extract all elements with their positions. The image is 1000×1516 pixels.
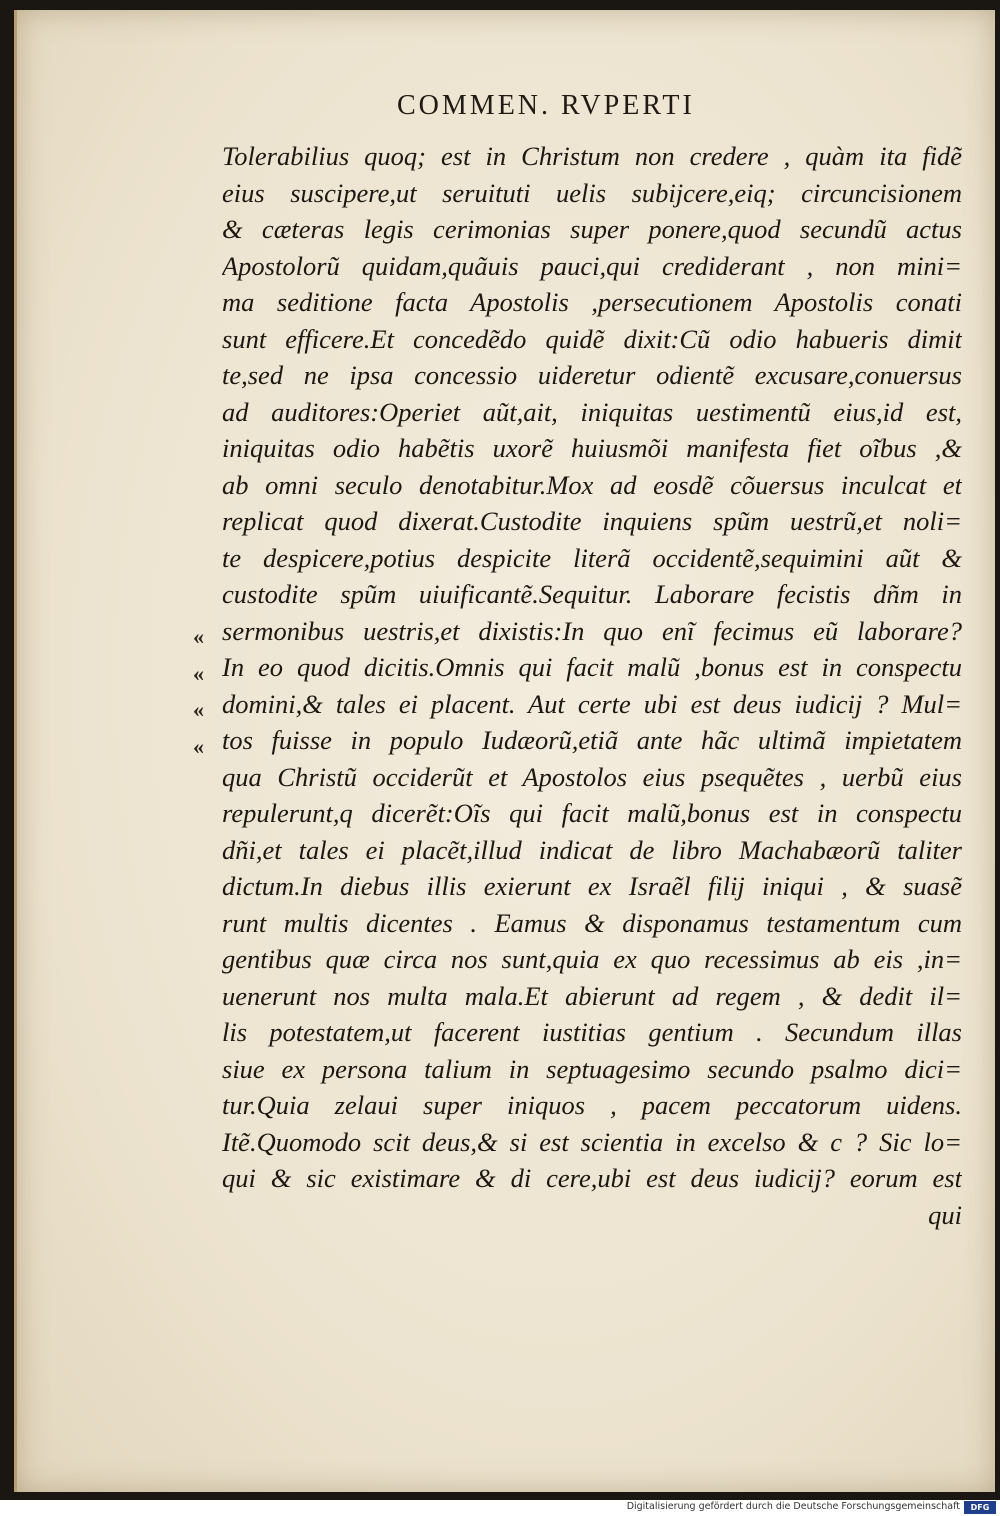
- text-line: dñi,et tales ei placẽt,illud indicat de libro Machabæorũ taliter: [222, 834, 962, 865]
- text-line: eius suscipere,ut seruituti uelis subijcere,eiq; circuncisionem: [222, 177, 962, 208]
- book-page: [14, 10, 995, 1492]
- text-line: sunt efficere.Et concedẽdo quidẽ dixit:Cũ odio habueris dimit: [222, 323, 962, 354]
- text-line: runt multis dicentes . Eamus & disponamus testamentum cum: [222, 907, 962, 938]
- text-line: ma seditione facta Apostolis ,persecutionem Apostolis conati: [222, 287, 962, 317]
- text-line: lis potestatem,ut facerent iustitias gentium . Secundum illas: [222, 1017, 962, 1047]
- digitization-footer: [0, 1500, 1000, 1516]
- text-line: Itẽ.Quomodo scit deus,& si est scientia in excelso & c ? Sic lo=: [222, 1126, 962, 1157]
- catchword: qui: [928, 1199, 962, 1230]
- text-line: iniquitas odio habẽtis uxorẽ huiusmõi manifesta fiet oĩbus ,&: [222, 433, 962, 463]
- text-line: gentibus quæ circa nos sunt,quia ex quo recessimus ab eis ,in=: [222, 944, 962, 974]
- text-line: uenerunt nos multa mala.Et abierunt ad regem , & dedit il=: [222, 980, 962, 1011]
- margin-quote-mark: «: [193, 624, 204, 649]
- dfg-logo: DFG: [964, 1501, 996, 1514]
- text-line: dictum.In diebus illis exierunt ex Israẽl filij iniqui , & suasẽ: [222, 871, 962, 901]
- margin-quote-mark: «: [193, 660, 204, 686]
- text-line: domini,& tales ei placent. Aut certe ubi est deus iudicij ? Mul=: [222, 688, 962, 719]
- text-line: tur.Quia zelaui super iniquos , pacem peccatorum uidens.: [222, 1090, 962, 1120]
- text-line: te,sed ne ipsa concessio uideretur odientẽ excusare,conuersus: [222, 360, 962, 390]
- text-line: ab omni seculo denotabitur.Mox ad eosdẽ cõuersus inculcat et: [222, 469, 962, 500]
- text-line: replicat quod dixerat.Custodite inquiens spũm uestrũ,et noli=: [222, 506, 962, 536]
- text-line: Apostolorũ quidam,quãuis pauci,qui crediderant , non mini=: [222, 250, 962, 281]
- text-line: siue ex persona talium in septuagesimo secundo psalmo dici=: [222, 1053, 962, 1084]
- text-line: qui & sic existimare & di cere,ubi est deus iudicij? eorum est: [222, 1163, 962, 1193]
- text-line: qua Christũ occiderũt et Apostolos eius psequẽtes , uerbũ eius: [222, 761, 962, 792]
- margin-quote-mark: «: [193, 697, 204, 722]
- funding-credit: Digitalisierung gefördert durch die Deutsche Forschungsgemeinschaft: [626, 1501, 960, 1512]
- text-line: ad auditores:Operiet aũt,ait, iniquitas uestimentũ eius,id est,: [222, 396, 962, 427]
- text-line: Tolerabilius quoq; est in Christum non credere , quàm ita fidẽ: [222, 141, 962, 171]
- margin-quote-mark: «: [193, 733, 204, 759]
- body-text: [222, 138, 962, 1233]
- running-head: COMMEN. RVPERTI: [397, 90, 695, 121]
- text-line: sermonibus uestris,et dixistis:In quo enĩ fecimus eũ laborare?: [222, 615, 962, 646]
- margin-quote-marks: [193, 619, 223, 765]
- text-line: In eo quod dicitis.Omnis qui facit malũ ,bonus est in conspectu: [222, 652, 962, 682]
- text-line: repulerunt,q dicerẽt:Oĩs qui facit malũ,bonus est in conspectu: [222, 798, 962, 828]
- text-line: tos fuisse in populo Iudæorũ,etiã ante hãc ultimã impietatem: [222, 725, 962, 755]
- text-line: te despicere,potius despicite literã occidentẽ,sequimini aũt &: [222, 542, 962, 573]
- text-line: custodite spũm uiuificantẽ.Sequitur. Laborare fecistis dñm in: [222, 579, 962, 609]
- text-line: & cæteras legis cerimonias super ponere,quod secundũ actus: [222, 214, 962, 244]
